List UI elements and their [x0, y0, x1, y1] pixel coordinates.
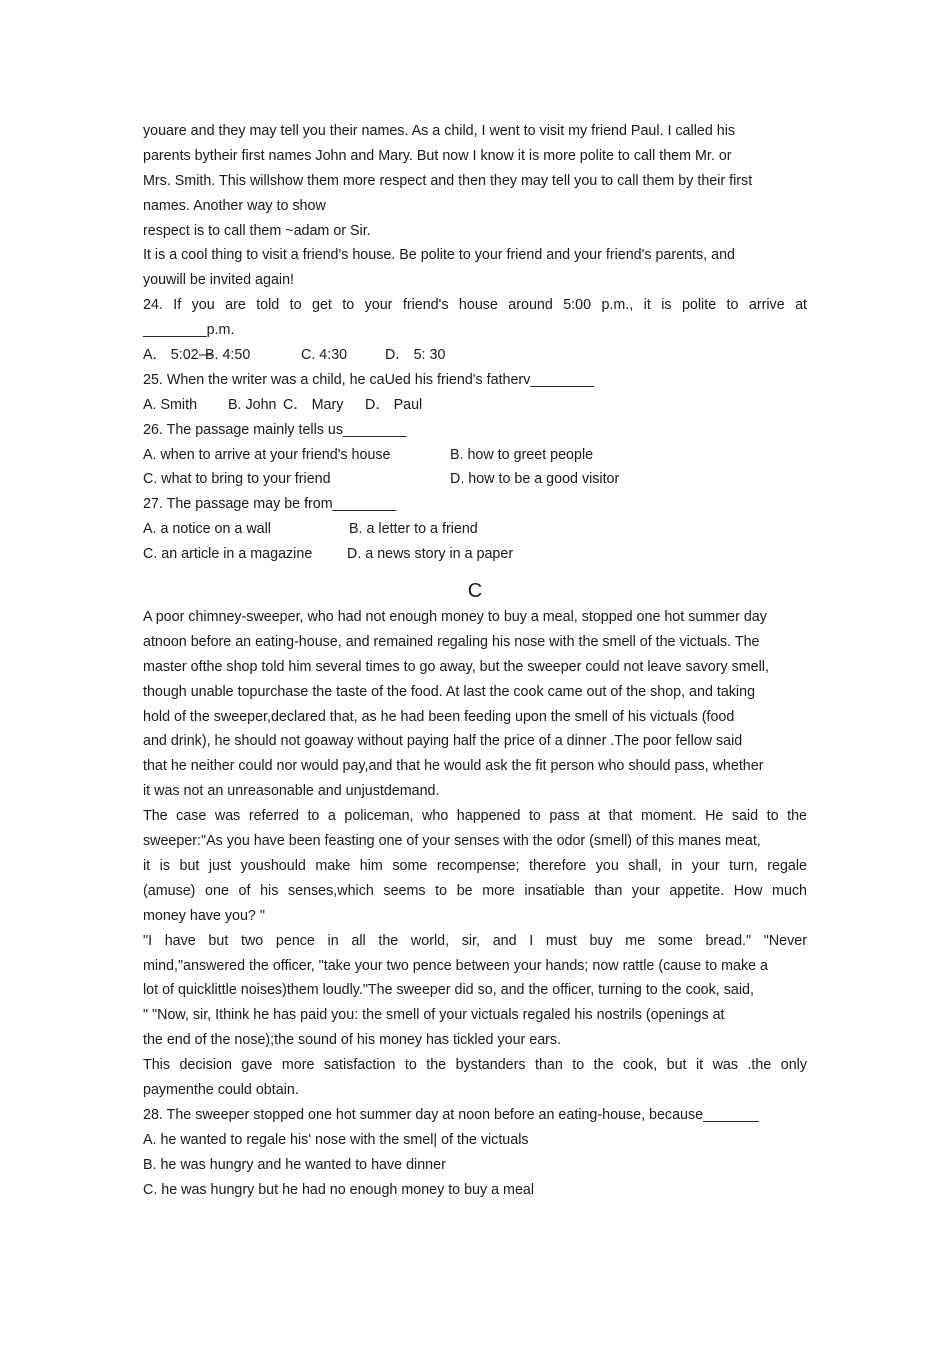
passage-line: Mrs. Smith. This willshow them more respect and then they may tell you to call them by their first	[143, 172, 753, 189]
passage-b-tail	[143, 119, 807, 293]
option-d: D. a news story in a paper	[347, 546, 514, 563]
passage-c-paragraph-4	[143, 1053, 807, 1103]
passage-line: (amuse) one of his senses,which seems to be more insatiable than your appetite. How much	[143, 882, 807, 899]
passage-line: The case was referred to a policeman, who happened to pass at that moment. He said to the	[143, 808, 807, 825]
option-b: B. he was hungry and he wanted to have dinner	[143, 1156, 446, 1173]
option-b: B. how to greet people	[450, 446, 594, 463]
passage-line: paymenthe could obtain.	[143, 1081, 299, 1098]
option-a: A. a notice on a wall	[143, 521, 271, 538]
option-b: B. a letter to a friend	[349, 521, 478, 538]
option-a: A. Smith	[143, 396, 198, 413]
question-stem: 28. The sweeper stopped one hot summer day at noon before an eating-house, because_______	[143, 1106, 759, 1123]
question-stem: 27. The passage may be from________	[143, 496, 397, 513]
passage-line: master ofthe shop told him several times to go away, but the sweeper could not leave savory smell,	[143, 658, 769, 675]
passage-line: parents bytheir first names John and Mary. But now I know it is more polite to call them Mr. or	[143, 147, 732, 164]
question-options	[143, 542, 807, 567]
option-a: A. he wanted to regale his' nose with the smel| of the victuals	[143, 1131, 529, 1148]
question-options	[143, 343, 807, 368]
passage-line: " "Now, sir, Ithink he has paid you: the smell of your victuals regaled his nostrils (openings at	[143, 1007, 725, 1024]
question-27	[143, 492, 807, 567]
question-stem: ________p.m.	[143, 322, 235, 339]
option-d: D. how to be a good visitor	[450, 471, 620, 488]
option-c: C． Mary	[283, 396, 344, 413]
question-26	[143, 418, 807, 493]
passage-line: atnoon before an eating-house, and remained regaling his nose with the smell of the victuals. The	[143, 633, 760, 650]
passage-line: the end of the nose);the sound of his money has tickled your ears.	[143, 1032, 562, 1049]
question-options	[143, 467, 807, 492]
passage-line: money have you? "	[143, 907, 265, 924]
option-a: A. when to arrive at your friend's house	[143, 446, 391, 463]
question-28	[143, 1103, 807, 1203]
option-d: D． Paul	[365, 396, 423, 413]
question-stem: 26. The passage mainly tells us________	[143, 421, 407, 438]
document-page	[143, 119, 807, 1202]
passage-line: youwill be invited again!	[143, 272, 295, 289]
question-options	[143, 393, 807, 418]
passage-c-paragraph-3	[143, 929, 807, 1053]
passage-line: This decision gave more satisfaction to the bystanders than to the cook, but it was .the only	[143, 1057, 807, 1074]
passage-line: lot of quicklittle noises)them loudly."The sweeper did so, and the officer, turning to the cook, said,	[143, 982, 754, 999]
option-b: B. 4:50	[205, 347, 251, 364]
passage-line: "I have but two pence in all the world, sir, and I must buy me some bread." "Never	[143, 932, 807, 949]
passage-line: it was not an unreasonable and unjustdemand.	[143, 783, 440, 800]
question-stem: 24. If you are told to get to your friend's house around 5:00 p.m., it is polite to arrive at	[143, 297, 807, 314]
passage-c-paragraph-1	[143, 605, 807, 804]
passage-line: It is a cool thing to visit a friend's house. Be polite to your friend and your friend's parents, and	[143, 247, 735, 264]
passage-line: names. Another way to show	[143, 197, 326, 214]
passage-line: and drink), he should not goaway without paying half the price of a dinner .The poor fellow said	[143, 733, 743, 750]
passage-line: that he neither could nor would pay,and that he would ask the fit person who should pass, whether	[143, 758, 764, 775]
passage-line: it is but just youshould make him some recompense; therefore you shall, in your turn, regale	[143, 857, 807, 874]
question-24	[143, 293, 807, 368]
passage-line: respect is to call them ~adam or Sir.	[143, 222, 371, 239]
passage-line: though unable topurchase the taste of the food. At last the cook came out of the shop, and taking	[143, 683, 756, 700]
passage-line: sweeper:"As you have been feasting one of your senses with the odor (smell) of this manes meat,	[143, 833, 761, 850]
passage-line: A poor chimney-sweeper, who had not enough money to buy a meal, stopped one hot summer day	[143, 609, 767, 626]
option-b: B. John	[228, 396, 277, 413]
passage-c-paragraph-2	[143, 804, 807, 928]
passage-line: mind,"answered the officer, "take your two pence between your hands; now rattle (cause to make a	[143, 957, 768, 974]
question-25	[143, 368, 807, 418]
option-c: C. what to bring to your friend	[143, 471, 331, 488]
question-options	[143, 443, 807, 468]
option-c: C. he was hungry but he had no enough money to buy a meal	[143, 1181, 535, 1198]
passage-line: hold of the sweeper,declared that, as he had been feeding upon the smell of his victuals (food	[143, 708, 735, 725]
option-a: A． 5:02—	[143, 347, 213, 364]
question-options	[143, 517, 807, 542]
section-heading: C	[467, 580, 483, 603]
option-d: D． 5: 30	[385, 347, 446, 364]
question-stem: 25. When the writer was a child, he caUed his friend's fatherv________	[143, 371, 594, 388]
option-c: C. 4:30	[301, 347, 348, 364]
passage-line: youare and they may tell you their names. As a child, I went to visit my friend Paul. I called his	[143, 123, 736, 139]
option-c: C. an article in a magazine	[143, 546, 313, 563]
